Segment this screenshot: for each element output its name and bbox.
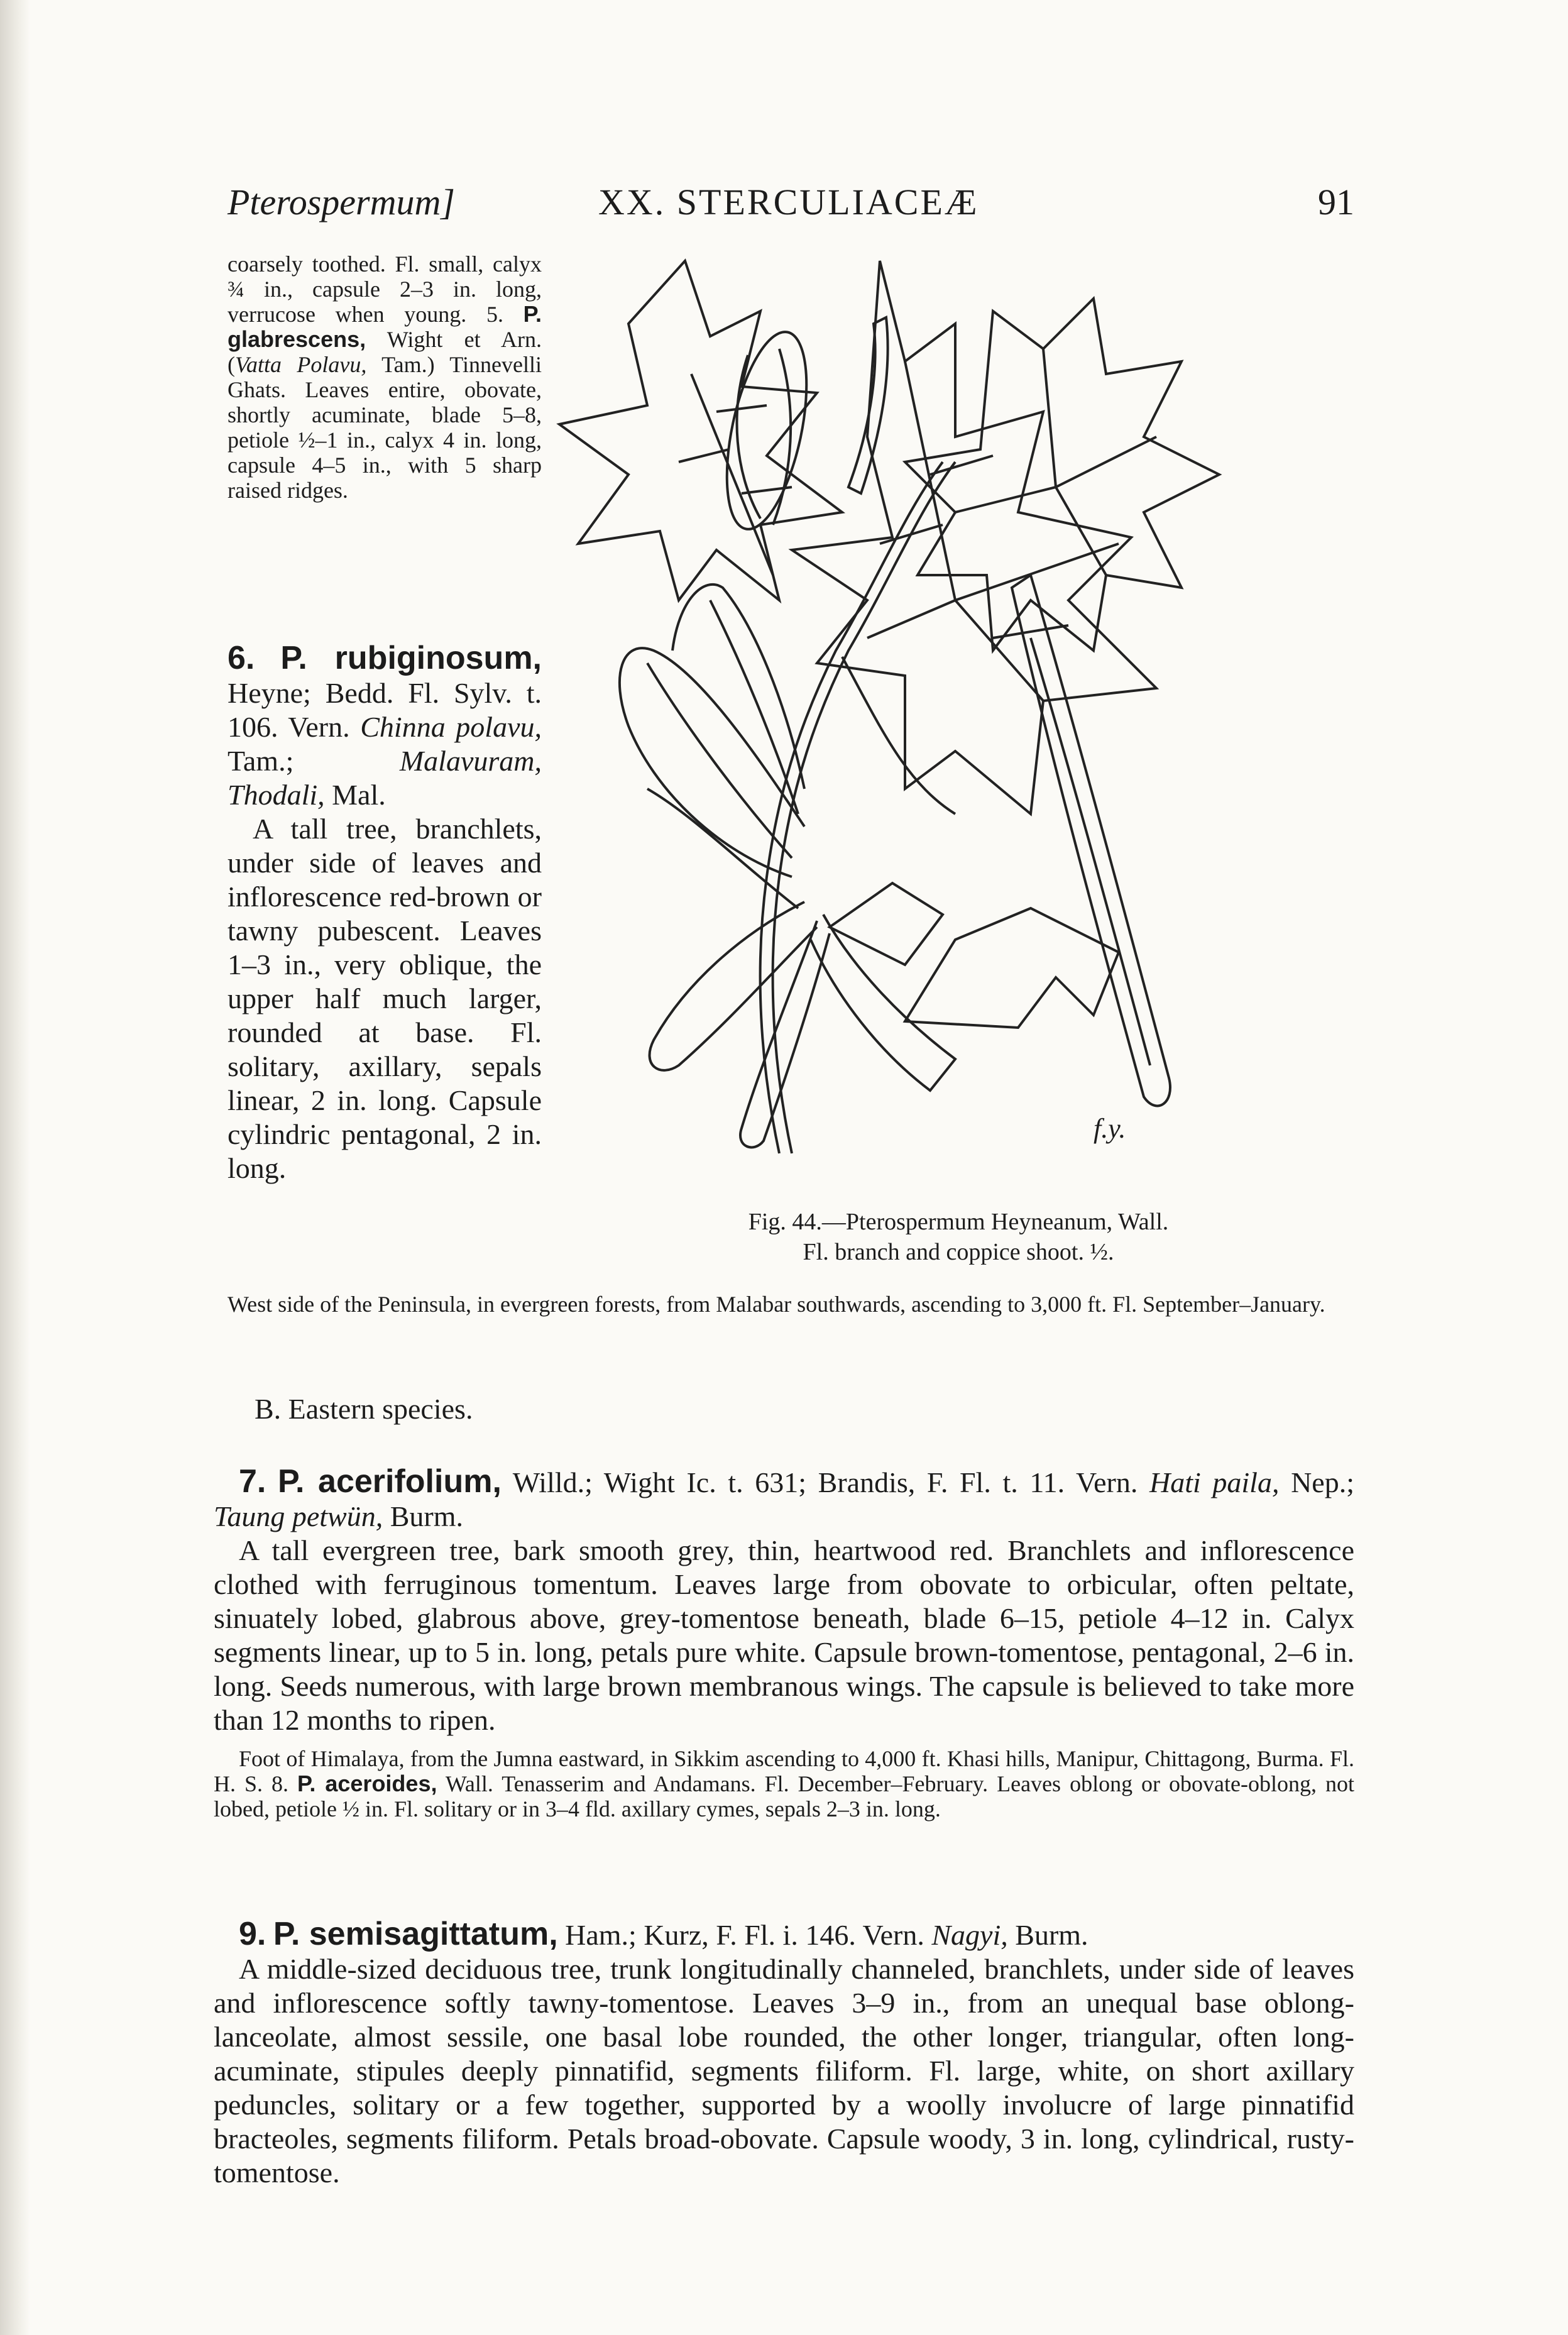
botanical-illustration — [553, 248, 1345, 1204]
species-6-distribution: West side of the Peninsula, in evergreen forests, from Malabar southwards, ascending to 3,000 ft. Fl. September–January. — [228, 1292, 1325, 1317]
species-7-block — [214, 1464, 1354, 1821]
running-title: Pterospermum] — [228, 182, 455, 223]
caption-line-1: Fig. 44.—Pterospermum Heyneanum, Wall. — [748, 1209, 1169, 1235]
species-7-vernacular-1: Hati paila, — [1149, 1466, 1280, 1498]
species-6-heading: 6. P. rubiginosum, Heyne; Bedd. Fl. Sylv. t. 106. Vern. Chinna polavu, Tam.; Malavuram, Thodali, Mal. — [228, 640, 542, 811]
species-6-vernacular-2: Malavuram, Thodali, — [228, 745, 542, 811]
species-9-name: P. semisagittatum, — [273, 1916, 558, 1952]
species-6-vernacular-1: Chinna polavu, — [360, 711, 542, 743]
species-6-block — [228, 641, 542, 1185]
species-5-name: P. glabrescens, — [228, 301, 542, 352]
artist-mark: f.y. — [1094, 1113, 1126, 1144]
species-7-vernacular-2: Taung petwün, — [214, 1500, 383, 1532]
species-9-block — [214, 1917, 1354, 2190]
pterospermum-drawing — [553, 248, 1345, 1204]
page-header — [228, 181, 1354, 231]
species-5-vernacular: Vatta Polavu, — [235, 352, 367, 377]
species-5-paragraph: coarsely toothed. Fl. small, calyx ¾ in., capsule 2–3 in. long, verrucose when young. 5. P. glabrescens, Wight et Arn. (Vatta Polavu, Tam.) Tinnevelli Ghats. Leaves entire, obovate, shortly acuminate, blade 5–8, petiole ½–1 in., calyx 4 in. long, capsule 4–5 in., with 5 sharp raised ridges. — [228, 251, 542, 503]
species-7-distribution: Foot of Himalaya, from the Jumna eastward, in Sikkim ascending to 4,000 ft. Khasi hills, Manipur, Chittagong, Burma. Fl. H. S. 8. P. aceroides, Wall. Tenasserim and Andamans. Fl. December–February. Leaves oblong or obovate-oblong, not lobed, petiole ½ in. Fl. solitary or in 3–4 fld. axillary cymes, sepals 2–3 in. long. — [214, 1746, 1354, 1821]
species-9-description: A middle-sized deciduous tree, trunk longitudinally channeled, branchlets, under side of leaves and inflorescence softly tawny-tomentose. Leaves 3–9 in., from an unequal base oblong-lanceolate, almost sessile, one basal lobe rounded, the other longer, triangular, often long-acuminate, stipules deeply pinnatifid, segments filiform. Fl. large, white, on short axillary peduncles, solitary or a few together, supported by a woolly involucre of large pinnatifid bracteoles, segments filiform. Petals broad-obovate. Capsule woody, 3 in. long, cylindrical, rusty-tomentose. — [214, 1953, 1354, 2189]
top-column-text — [228, 251, 542, 503]
species-7-description: A tall evergreen tree, bark smooth grey, thin, heartwood red. Branchlets and inflorescence clothed with ferruginous tomentum. Leaves large from obovate to orbicular, often peltate, sinuately lobed, glabrous above, grey-tomentose beneath, blade 6–15, petiole 4–12 in. Calyx segments linear, up to 5 in. long, petals pure white. Capsule brown-tomentose, pentagonal, 2–6 in. long. Seeds numerous, with large brown membranous wings. The capsule is believed to take more than 12 months to ripen. — [214, 1534, 1354, 1736]
species-6-description: A tall tree, branchlets, under side of leaves and inflorescence red-brown or tawny pubescent. Leaves 1–3 in., very oblique, the upper half much larger, rounded at base. Fl. solitary, axillary, sepals linear, 2 in. long. Capsule cylindric pentagonal, 2 in. long. — [228, 813, 542, 1184]
section-title: XX. STERCULIACEÆ — [598, 182, 979, 223]
subheading-eastern-species: B. Eastern species. — [255, 1393, 473, 1425]
page-edge-shadow — [0, 0, 30, 2335]
caption-line-2: Fl. branch and coppice shoot. ½. — [803, 1239, 1114, 1265]
species-6-name: P. rubiginosum, — [280, 640, 542, 676]
species-9-heading: 9. P. semisagittatum, Ham.; Kurz, F. Fl. i. 146. Vern. Nagyi, Burm. — [239, 1916, 1088, 1952]
species-7-name: P. acerifolium, — [278, 1463, 502, 1500]
page-number: 91 — [1318, 182, 1354, 223]
species-7-heading: 7. P. acerifolium, Willd.; Wight Ic. t. 631; Brandis, F. Fl. t. 11. Vern. Hati paila, Nep.; Taung petwün, Burm. — [214, 1463, 1355, 1532]
species-8-name: P. aceroides, — [297, 1771, 437, 1796]
species-9-vernacular: Nagyi, — [931, 1919, 1008, 1951]
figure-caption — [657, 1207, 1260, 1267]
